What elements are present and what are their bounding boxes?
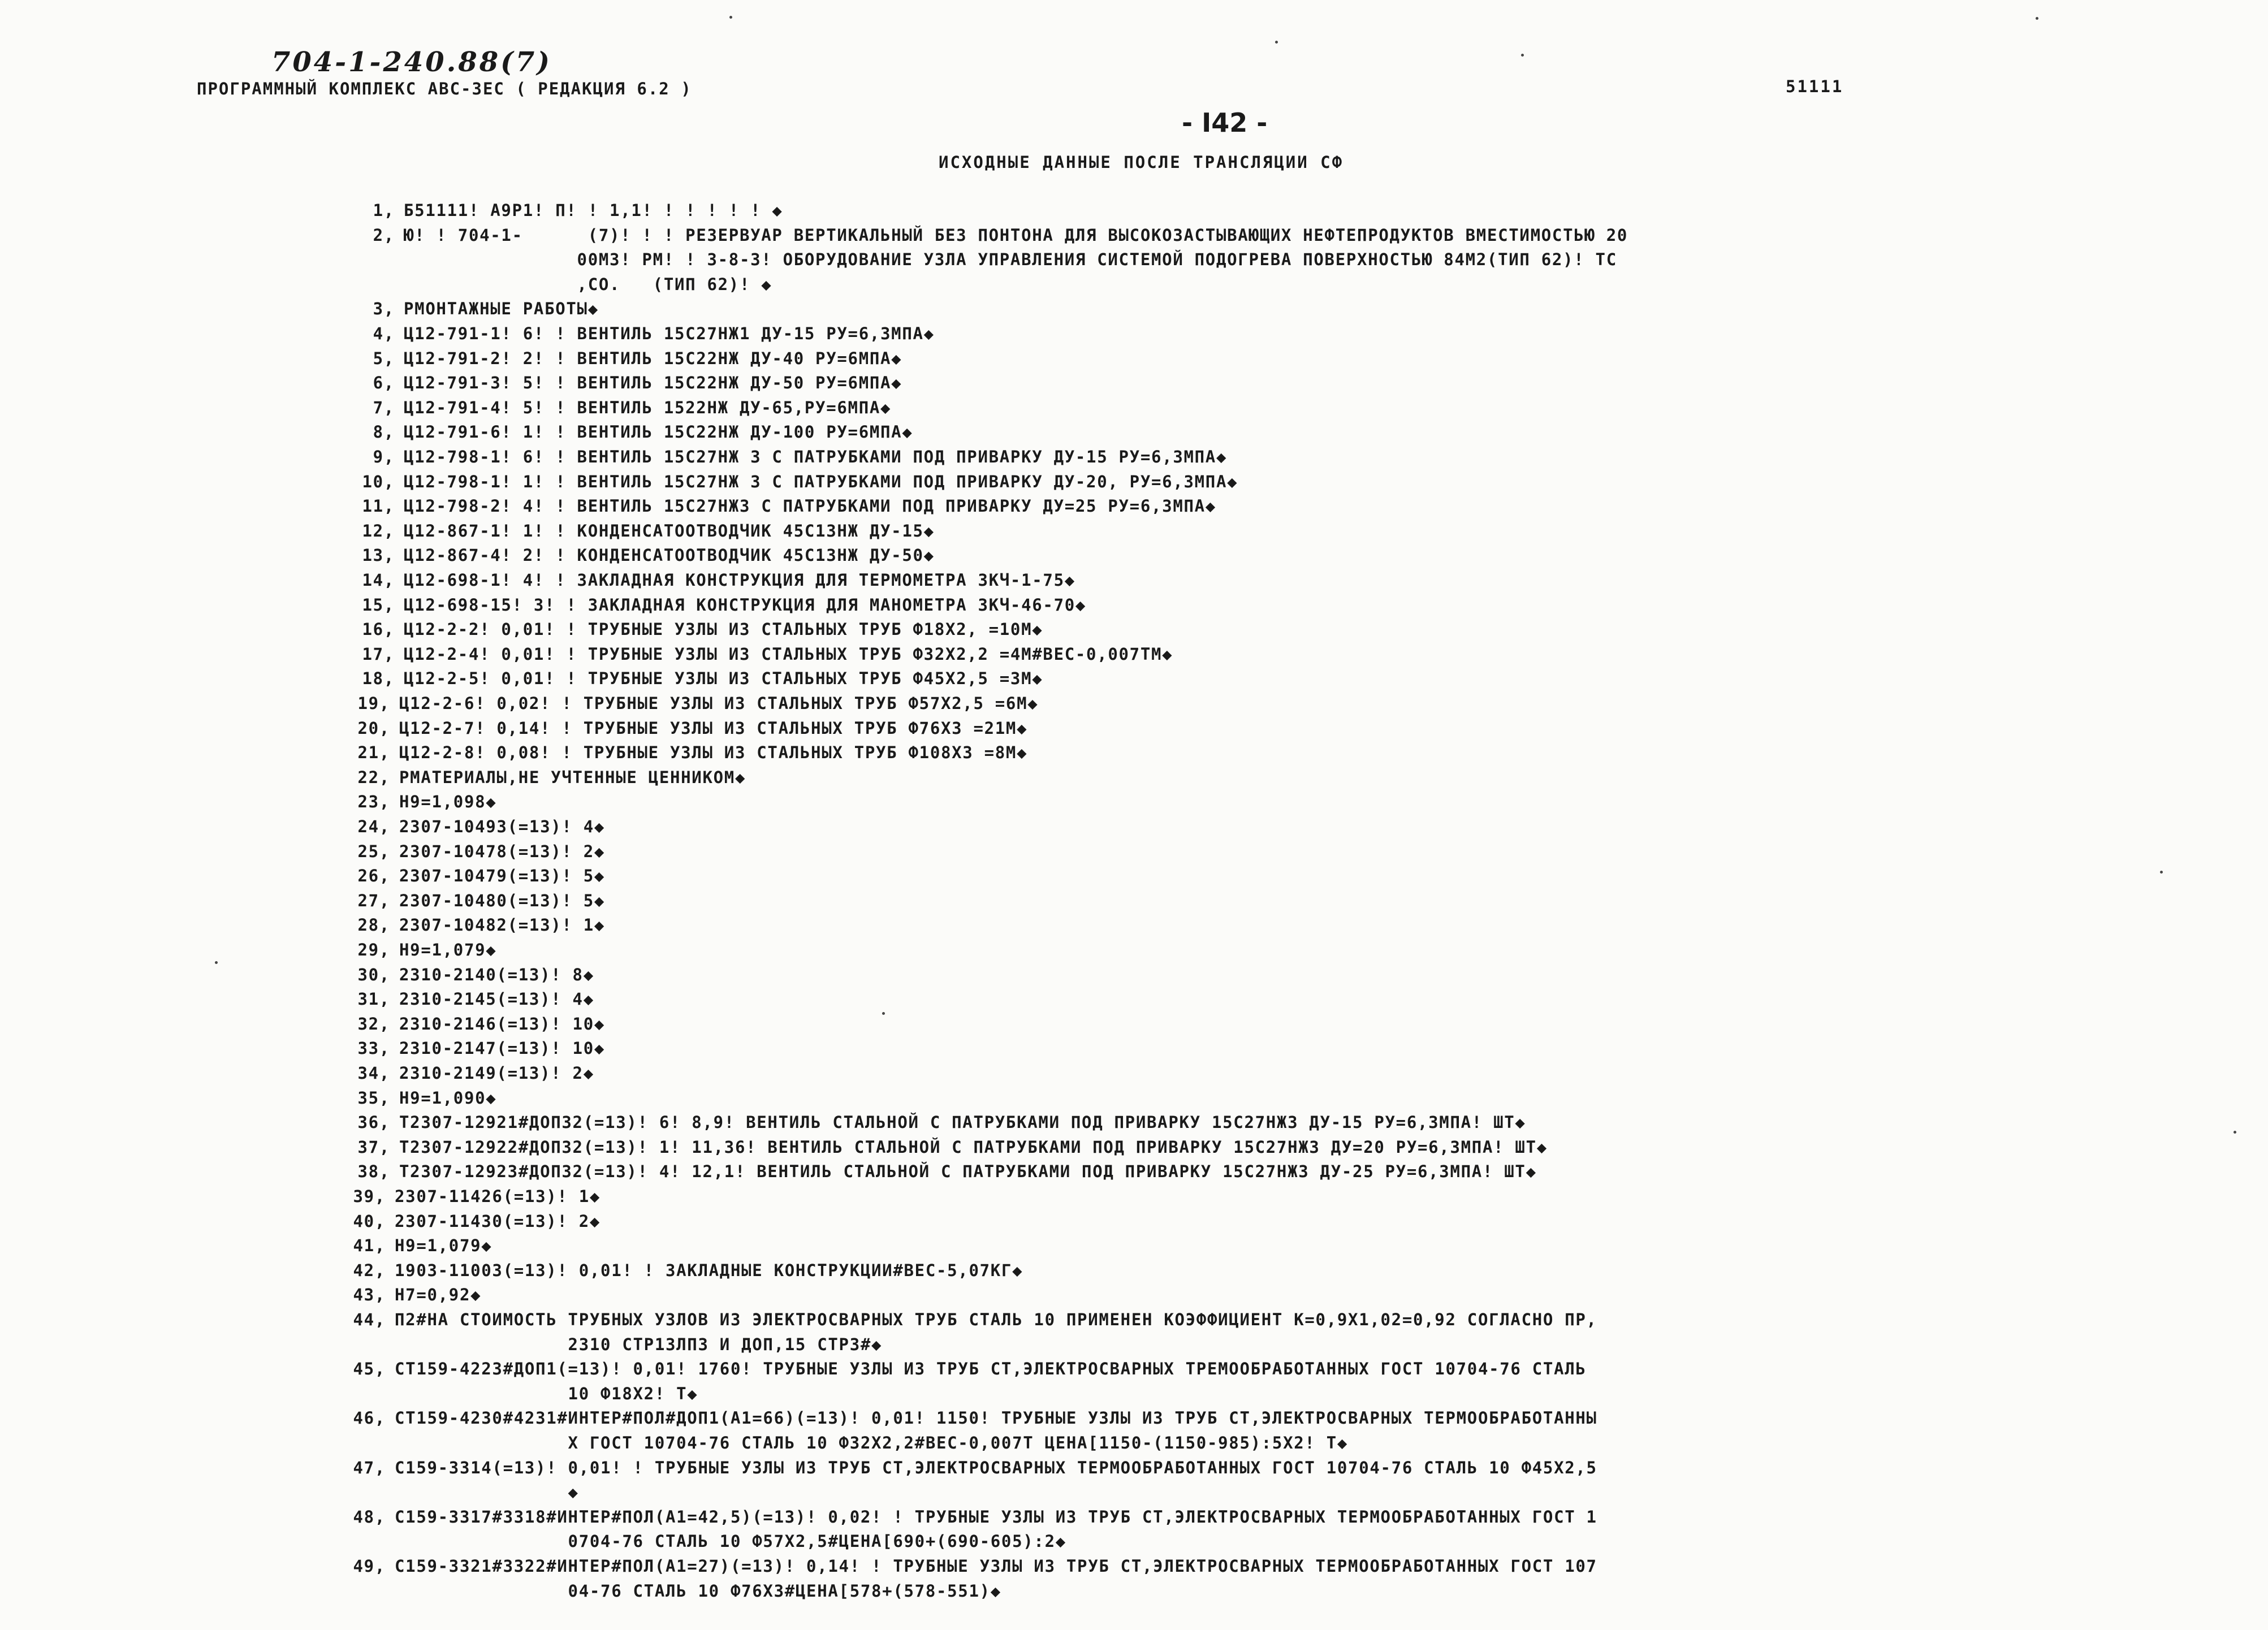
line-number: 28, [357,915,390,935]
line-number: 38, [357,1162,390,1182]
line-text: С159-3321#3322#ИНТЕР#ПОЛ(А1=27)(=13)! 0,14! ! ТРУБНЫЕ УЗЛЫ ИЗ ТРУБ СТ,ЭЛЕКТРОСВАРНЫХ ТЕРМООБРАБОТАННЫХ ГОСТ 107 [395,1557,1597,1576]
line-text: Ю! ! 704-1- (7)! ! ! РЕЗЕРВУАР ВЕРТИКАЛЬНЫЙ БЕЗ ПОНТОНА ДЛЯ ВЫСОКОЗАСТЫВАЮЩИХ НЕФТЕПРОДУКТОВ ВМЕСТИМОСТЬЮ 20 [404,225,1628,245]
line-text: Ц12-867-4! 2! ! КОНДЕНСАТООТВОДЧИК 45С13НЖ ДУ-50◆ [404,546,935,565]
line-number: 24, [357,817,390,836]
line-number: 43, [353,1285,386,1305]
line-text: ◆ [395,1482,579,1502]
scan-speck [882,1012,885,1015]
line-text: Н9=1,098◆ [399,792,497,812]
scan-speck [2160,871,2163,874]
line-text: Ц12-698-15! 3! ! ЗАКЛАДНАЯ КОНСТРУКЦИЯ ДЛЯ МАНОМЕТРА 3КЧ-46-70◆ [404,595,1087,615]
line-text: Ц12-798-1! 6! ! ВЕНТИЛЬ 15С27НЖ 3 С ПАТРУБКАМИ ПОД ПРИВАРКУ ДУ-15 РУ=6,3МПА◆ [404,447,1228,466]
line-number: 20, [357,718,390,738]
line-text: Н9=1,079◆ [399,940,497,959]
program-header: ПРОГРАММНЫЙ КОМПЛЕКС АВС-3ЕС ( РЕДАКЦИЯ 6.2 ) [197,79,692,98]
line-number: 16, [362,620,395,639]
line-text: 2307-10482(=13)! 1◆ [399,915,606,935]
line-text: Ц12-798-1! 1! ! ВЕНТИЛЬ 15С27НЖ 3 С ПАТРУБКАМИ ПОД ПРИВАРКУ ДУ-20, РУ=6,3МПА◆ [404,472,1238,491]
line-number: 12, [362,521,395,541]
line-text: Ц12-791-4! 5! ! ВЕНТИЛЬ 1522НЖ ДУ-65,РУ=6МПА◆ [404,397,892,417]
line-text: Т2307-12921#ДОП32(=13)! 6! 8,9! ВЕНТИЛЬ СТАЛЬНОЙ С ПАТРУБКАМИ ПОД ПРИВАРКУ 15С27НЖ3 ДУ-15 РУ=6,3МПА! ШТ◆ [399,1113,1526,1132]
scan-speck [2036,17,2038,20]
line-number: 5, [373,348,395,368]
line-number: 26, [357,866,390,886]
line-number: 33, [357,1039,390,1058]
line-number: 40, [353,1211,386,1231]
line-number: 32, [357,1014,390,1034]
line-number: 47, [353,1458,386,1477]
line-text: Ц12-2-4! 0,01! ! ТРУБНЫЕ УЗЛЫ ИЗ СТАЛЬНЫХ ТРУБ Ф32Х2,2 =4М#ВЕС-0,007ТМ◆ [404,644,1173,664]
line-number: 37, [357,1137,390,1157]
line-text: Ц12-791-6! 1! ! ВЕНТИЛЬ 15С22НЖ ДУ-100 РУ=6МПА◆ [404,422,913,442]
line-number: 18, [362,669,395,689]
line-text: 2307-11430(=13)! 2◆ [395,1211,601,1231]
line-number: 48, [353,1507,386,1527]
line-text: Т2307-12923#ДОП32(=13)! 4! 12,1! ВЕНТИЛЬ СТАЛЬНОЙ С ПАТРУБКАМИ ПОД ПРИВАРКУ 15С27НЖ3 ДУ-25 РУ=6,3МПА! ШТ◆ [399,1162,1537,1182]
line-text: ,СО. (ТИП 62)! ◆ [404,274,772,294]
document-code: 51111 [1786,77,1844,96]
line-text: Ц12-2-2! 0,01! ! ТРУБНЫЕ УЗЛЫ ИЗ СТАЛЬНЫХ ТРУБ Ф18Х2, =10М◆ [404,620,1043,639]
scan-speck [2234,1131,2236,1134]
line-number: 30, [357,965,390,984]
line-text: СТ159-4223#ДОП1(=13)! 0,01! 1760! ТРУБНЫЕ УЗЛЫ ИЗ ТРУБ СТ,ЭЛЕКТРОСВАРНЫХ ТРЕМООБРАБОТАННЫХ ГОСТ 10704-76 СТАЛЬ [395,1359,1587,1379]
line-text: РМОНТАЖНЫЕ РАБОТЫ◆ [404,299,599,319]
page-number: - I42 - [1182,107,1268,138]
line-text: Т2307-12922#ДОП32(=13)! 1! 11,36! ВЕНТИЛЬ СТАЛЬНОЙ С ПАТРУБКАМИ ПОД ПРИВАРКУ 15С27НЖ3 ДУ=20 РУ=6,3МПА! ШТ◆ [399,1137,1548,1157]
line-text: Ц12-2-6! 0,02! ! ТРУБНЫЕ УЗЛЫ ИЗ СТАЛЬНЫХ ТРУБ Ф57Х2,5 =6М◆ [399,694,1039,713]
line-text: 2310-2146(=13)! 10◆ [399,1014,606,1034]
line-number: 23, [357,792,390,812]
line-number: 44, [353,1310,386,1329]
line-text: 2307-10493(=13)! 4◆ [399,817,606,836]
line-text: 10 Ф18Х2! Т◆ [395,1383,698,1403]
line-text: 2307-10480(=13)! 5◆ [399,890,606,910]
line-text: Ц12-791-2! 2! ! ВЕНТИЛЬ 15С22НЖ ДУ-40 РУ=6МПА◆ [404,348,902,368]
line-text: 2310-2140(=13)! 8◆ [399,965,594,984]
handwritten-doc-code: 704-1-240.88(7) [271,46,552,78]
scan-speck [1275,41,1278,44]
line-number: 25, [357,841,390,861]
line-number: 17, [362,644,395,664]
line-text: 2310-2145(=13)! 4◆ [399,989,594,1009]
line-number: 34, [357,1063,390,1083]
line-number: 45, [353,1359,386,1379]
scan-speck [215,961,218,964]
line-number: 29, [357,940,390,959]
line-number: 41, [353,1236,386,1256]
line-text: 0704-76 СТАЛЬ 10 Ф57Х2,5#ЦЕНА[690+(690-605):2◆ [395,1532,1066,1551]
line-number: 36, [357,1113,390,1132]
line-number: 22, [357,767,390,787]
line-number: 27, [357,890,390,910]
line-text: Н9=1,090◆ [399,1088,497,1108]
line-text: СТ159-4230#4231#ИНТЕР#ПОЛ#ДОП1(А1=66)(=13)! 0,01! 1150! ТРУБНЫЕ УЗЛЫ ИЗ ТРУБ СТ,ЭЛЕКТРОСВАРНЫХ ТЕРМООБРАБОТАННЫ [395,1408,1597,1428]
scan-speck [729,16,732,19]
line-number: 42, [353,1260,386,1280]
line-text: Ц12-2-5! 0,01! ! ТРУБНЫЕ УЗЛЫ ИЗ СТАЛЬНЫХ ТРУБ Ф45Х2,5 =3М◆ [404,669,1043,689]
line-text: Н7=0,92◆ [395,1285,482,1305]
line-text: Ц12-791-3! 5! ! ВЕНТИЛЬ 15С22НЖ ДУ-50 РУ=6МПА◆ [404,373,902,393]
line-number: 9, [373,447,395,466]
line-text: 1903-11003(=13)! 0,01! ! ЗАКЛАДНЫЕ КОНСТРУКЦИИ#ВЕС-5,07КГ◆ [395,1260,1023,1280]
line-number: 3, [373,299,395,319]
line-text: 04-76 СТАЛЬ 10 Ф76Х3#ЦЕНА[578+(578-551)◆ [395,1581,1001,1601]
page-title: ИСХОДНЫЕ ДАННЫЕ ПОСЛЕ ТРАНСЛЯЦИИ СФ [939,153,1344,172]
line-text: 2307-10479(=13)! 5◆ [399,866,606,886]
line-number: 49, [353,1557,386,1576]
line-number: 35, [357,1088,390,1108]
line-number: 21, [357,743,390,763]
line-text: Ц12-698-1! 4! ! ЗАКЛАДНАЯ КОНСТРУКЦИЯ ДЛЯ ТЕРМОМЕТРА 3КЧ-1-75◆ [404,570,1075,590]
line-text: 2310-2147(=13)! 10◆ [399,1039,606,1058]
line-number: 2, [373,225,395,245]
line-number: 39, [353,1187,386,1206]
line-number: 1, [373,201,395,220]
line-text: Ц12-2-7! 0,14! ! ТРУБНЫЕ УЗЛЫ ИЗ СТАЛЬНЫХ ТРУБ Ф76Х3 =21М◆ [399,718,1028,738]
line-text: 00М3! РМ! ! 3-8-3! ОБОРУДОВАНИЕ УЗЛА УПРАВЛЕНИЯ СИСТЕМОЙ ПОДОГРЕВА ПОВЕРХНОСТЬЮ 84М2(ТИП 62)! ТС [404,250,1617,270]
line-text: С159-3317#3318#ИНТЕР#ПОЛ(А1=42,5)(=13)! 0,02! ! ТРУБНЫЕ УЗЛЫ ИЗ ТРУБ СТ,ЭЛЕКТРОСВАРНЫХ ТЕРМООБРАБОТАННЫХ ГОСТ 1 [395,1507,1597,1527]
line-text: 2310-2149(=13)! 2◆ [399,1063,594,1083]
line-number: 31, [357,989,390,1009]
line-number: 10, [362,472,395,491]
line-number: 13, [362,546,395,565]
line-number: 14, [362,570,395,590]
line-number: 4, [373,324,395,343]
line-text: С159-3314(=13)! 0,01! ! ТРУБНЫЕ УЗЛЫ ИЗ ТРУБ СТ,ЭЛЕКТРОСВАРНЫХ ТЕРМООБРАБОТАННЫХ ГОСТ 10704-76 СТАЛЬ 10 Ф45Х2,5 [395,1458,1597,1477]
line-text: РМАТЕРИАЛЫ,НЕ УЧТЕННЫЕ ЦЕННИКОМ◆ [399,767,746,787]
line-number: 7, [373,397,395,417]
line-number: 11, [362,496,395,516]
line-text: Х ГОСТ 10704-76 СТАЛЬ 10 Ф32Х2,2#ВЕС-0,007Т ЦЕНА[1150-(1150-985):5Х2! Т◆ [395,1433,1349,1452]
line-number: 19, [357,694,390,713]
line-text: П2#НА СТОИМОСТЬ ТРУБНЫХ УЗЛОВ ИЗ ЭЛЕКТРОСВАРНЫХ ТРУБ СТАЛЬ 10 ПРИМЕНЕН КОЭФФИЦИЕНТ К=0,9Х1,02=0,92 СОГЛАСНО ПР, [395,1310,1597,1329]
line-number: 6, [373,373,395,393]
line-text: 2307-11426(=13)! 1◆ [395,1187,601,1206]
line-text: Б51111! А9Р1! П! ! 1,1! ! ! ! ! ! ◆ [404,201,783,220]
line-text: Ц12-791-1! 6! ! ВЕНТИЛЬ 15С27НЖ1 ДУ-15 РУ=6,3МПА◆ [404,324,935,343]
line-text: Н9=1,079◆ [395,1236,493,1256]
line-number: 15, [362,595,395,615]
line-text: Ц12-798-2! 4! ! ВЕНТИЛЬ 15С27НЖ3 С ПАТРУБКАМИ ПОД ПРИВАРКУ ДУ=25 РУ=6,3МПА◆ [404,496,1216,516]
line-text: 2310 СТР13ЛП3 И ДОП,15 СТР3#◆ [395,1334,883,1354]
line-text: Ц12-867-1! 1! ! КОНДЕНСАТООТВОДЧИК 45С13НЖ ДУ-15◆ [404,521,935,541]
line-number: 8, [373,422,395,442]
line-number: 46, [353,1408,386,1428]
line-text: 2307-10478(=13)! 2◆ [399,841,606,861]
scan-speck [1521,54,1524,57]
line-text: Ц12-2-8! 0,08! ! ТРУБНЫЕ УЗЛЫ ИЗ СТАЛЬНЫХ ТРУБ Ф108Х3 =8М◆ [399,743,1028,763]
